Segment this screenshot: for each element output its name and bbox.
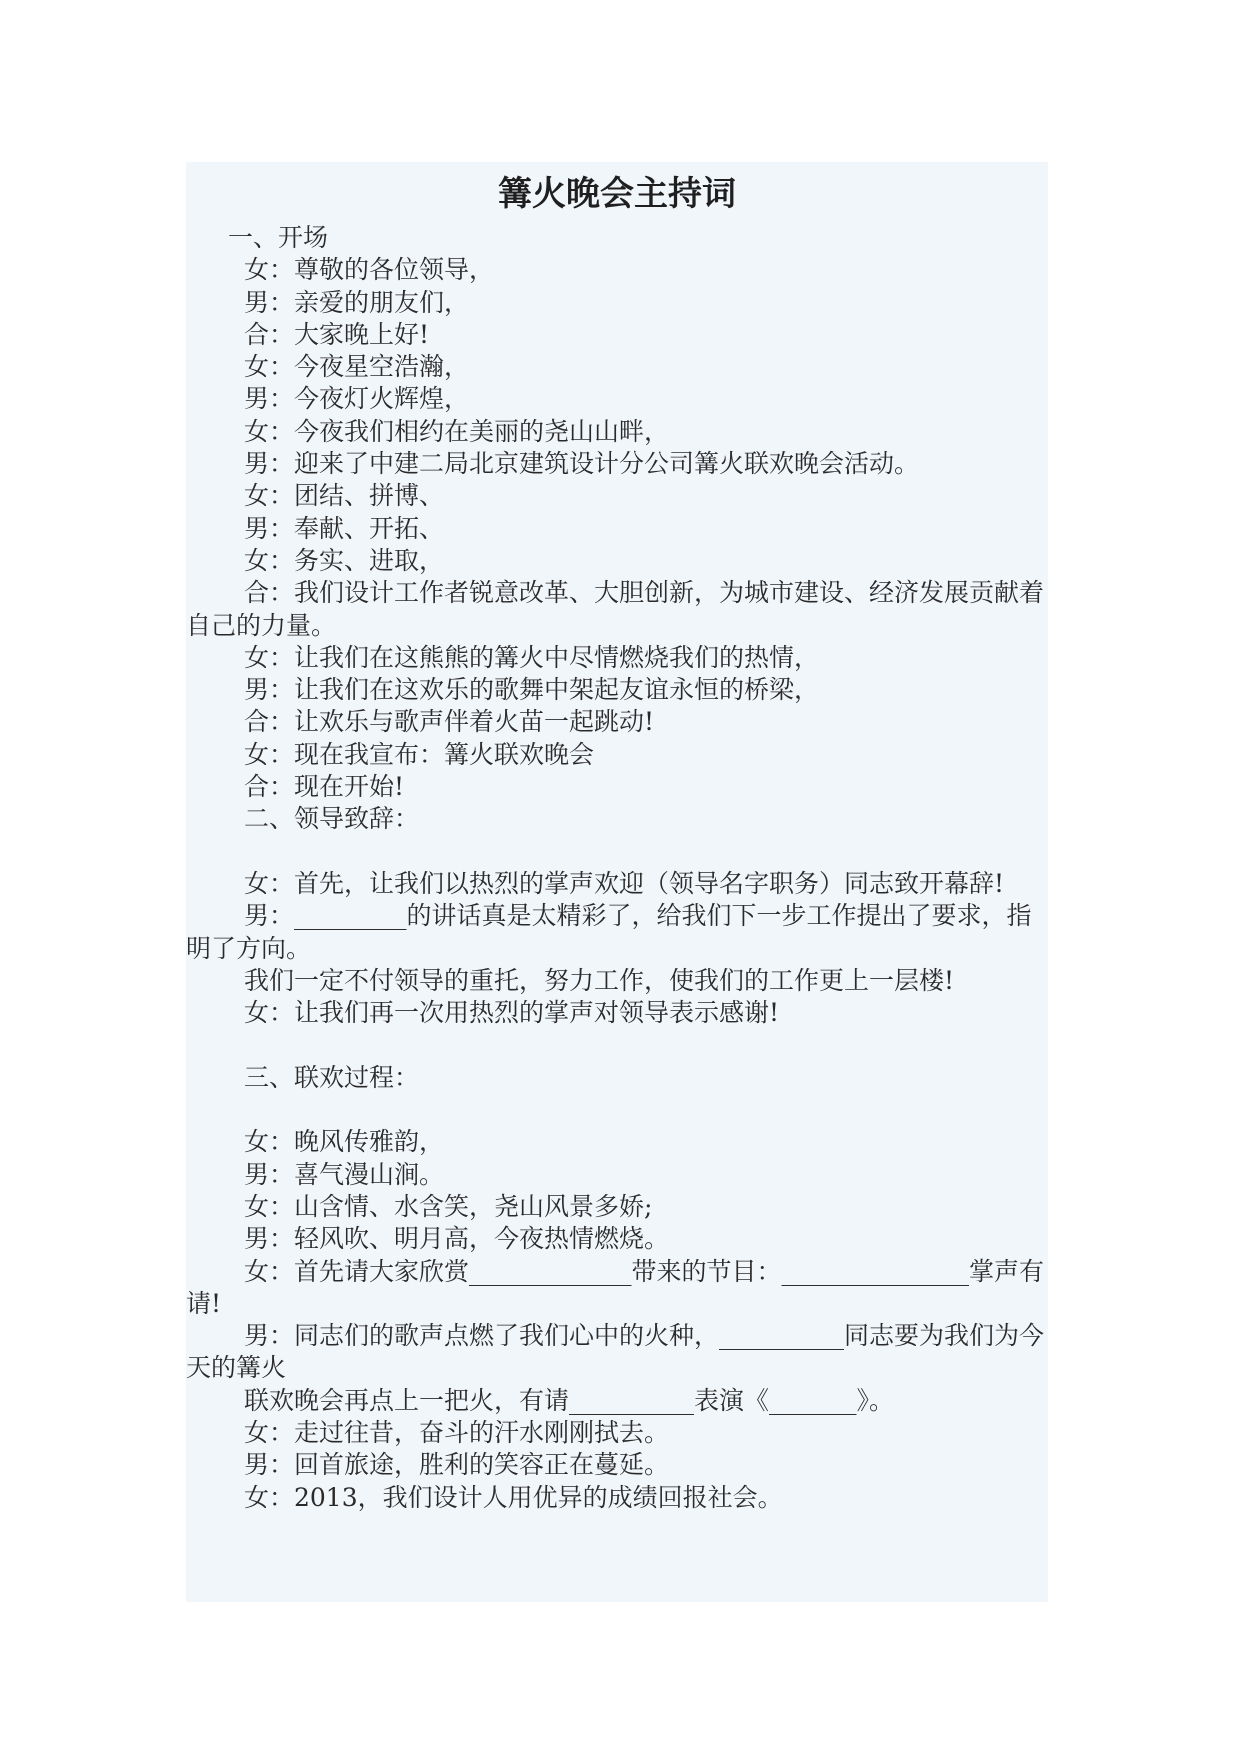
dialogue-line: 男：亲爱的朋友们，: [244, 287, 470, 317]
dialogue-line: 男：今夜灯火辉煌，: [244, 384, 470, 414]
section-heading-party: 三、联欢过程：: [244, 1062, 420, 1092]
dialogue-line: 联欢晚会再点上一把火，有请__________表演《_______》。: [244, 1385, 895, 1415]
dialogue-line: 男：_________的讲话真是太精彩了，给我们下一步工作提出了要求，指明了方向。: [186, 901, 1032, 963]
dialogue-line: 男：回首旅途，胜利的笑容正在蔓延。: [244, 1450, 670, 1480]
blank-line: [186, 1029, 1048, 1061]
dialogue-line: 男：喜气漫山涧。: [244, 1159, 445, 1189]
blank-line: [186, 1094, 1048, 1126]
dialogue-line: 女：首先请大家欣赏_____________带来的节目：_______________掌声有请!: [186, 1256, 1045, 1318]
dialogue-line: 女：尊敬的各位领导，: [244, 255, 495, 285]
dialogue-line: 男：奉献、开拓、: [244, 513, 445, 543]
dialogue-line: 女：今夜我们相约在美丽的尧山山畔，: [244, 416, 670, 446]
dialogue-line: 我们一定不付领导的重托，努力工作，使我们的工作更上一层楼!: [244, 965, 955, 995]
dialogue-line: 女：让我们在这熊熊的篝火中尽情燃烧我们的热情，: [244, 642, 820, 672]
dialogue-line: 女：团结、拼博、: [244, 481, 445, 511]
dialogue-line: 女：晚风传雅韵，: [244, 1127, 445, 1157]
document-title: 篝火晚会主持词: [498, 174, 736, 214]
dialogue-line: 女：今夜星空浩瀚，: [244, 352, 470, 382]
dialogue-line: 合：现在开始!: [244, 772, 405, 802]
document-body: [186, 222, 1048, 1514]
document-page: [186, 162, 1048, 1602]
dialogue-line: 女：走过往昔，奋斗的汗水刚刚拭去。: [244, 1417, 670, 1447]
blank-line: [186, 836, 1048, 868]
dialogue-line: 合：我们设计工作者锐意改革、大胆创新，为城市建设、经济发展贡献着自己的力量。: [186, 578, 1045, 640]
section-heading-leader-speech: 二、领导致辞：: [244, 804, 420, 834]
dialogue-line: 女：务实、进取，: [244, 545, 445, 575]
dialogue-line: 合：让欢乐与歌声伴着火苗一起跳动!: [244, 707, 655, 737]
dialogue-line: 女：山含情、水含笑，尧山风景多娇;: [244, 1191, 653, 1221]
dialogue-line: 合：大家晚上好!: [244, 319, 430, 349]
dialogue-line: 男：同志们的歌声点燃了我们心中的火种，__________同志要为我们为今天的篝火: [186, 1321, 1045, 1383]
dialogue-line: 女：让我们再一次用热烈的掌声对领导表示感谢!: [244, 998, 780, 1028]
dialogue-line: 男：迎来了中建二局北京建筑设计分公司篝火联欢晚会活动。: [244, 449, 920, 479]
section-heading-opening: 一、开场: [228, 223, 329, 252]
dialogue-line: 男：轻风吹、明月高，今夜热情燃烧。: [244, 1224, 670, 1254]
dialogue-line: 女：现在我宣布：篝火联欢晚会: [244, 739, 595, 769]
dialogue-line: 女：2013，我们设计人用优异的成绩回报社会。: [244, 1482, 783, 1512]
dialogue-line: 女：首先，让我们以热烈的掌声欢迎（领导名字职务）同志致开幕辞!: [244, 868, 1005, 898]
dialogue-line: 男：让我们在这欢乐的歌舞中架起友谊永恒的桥梁，: [244, 675, 820, 705]
